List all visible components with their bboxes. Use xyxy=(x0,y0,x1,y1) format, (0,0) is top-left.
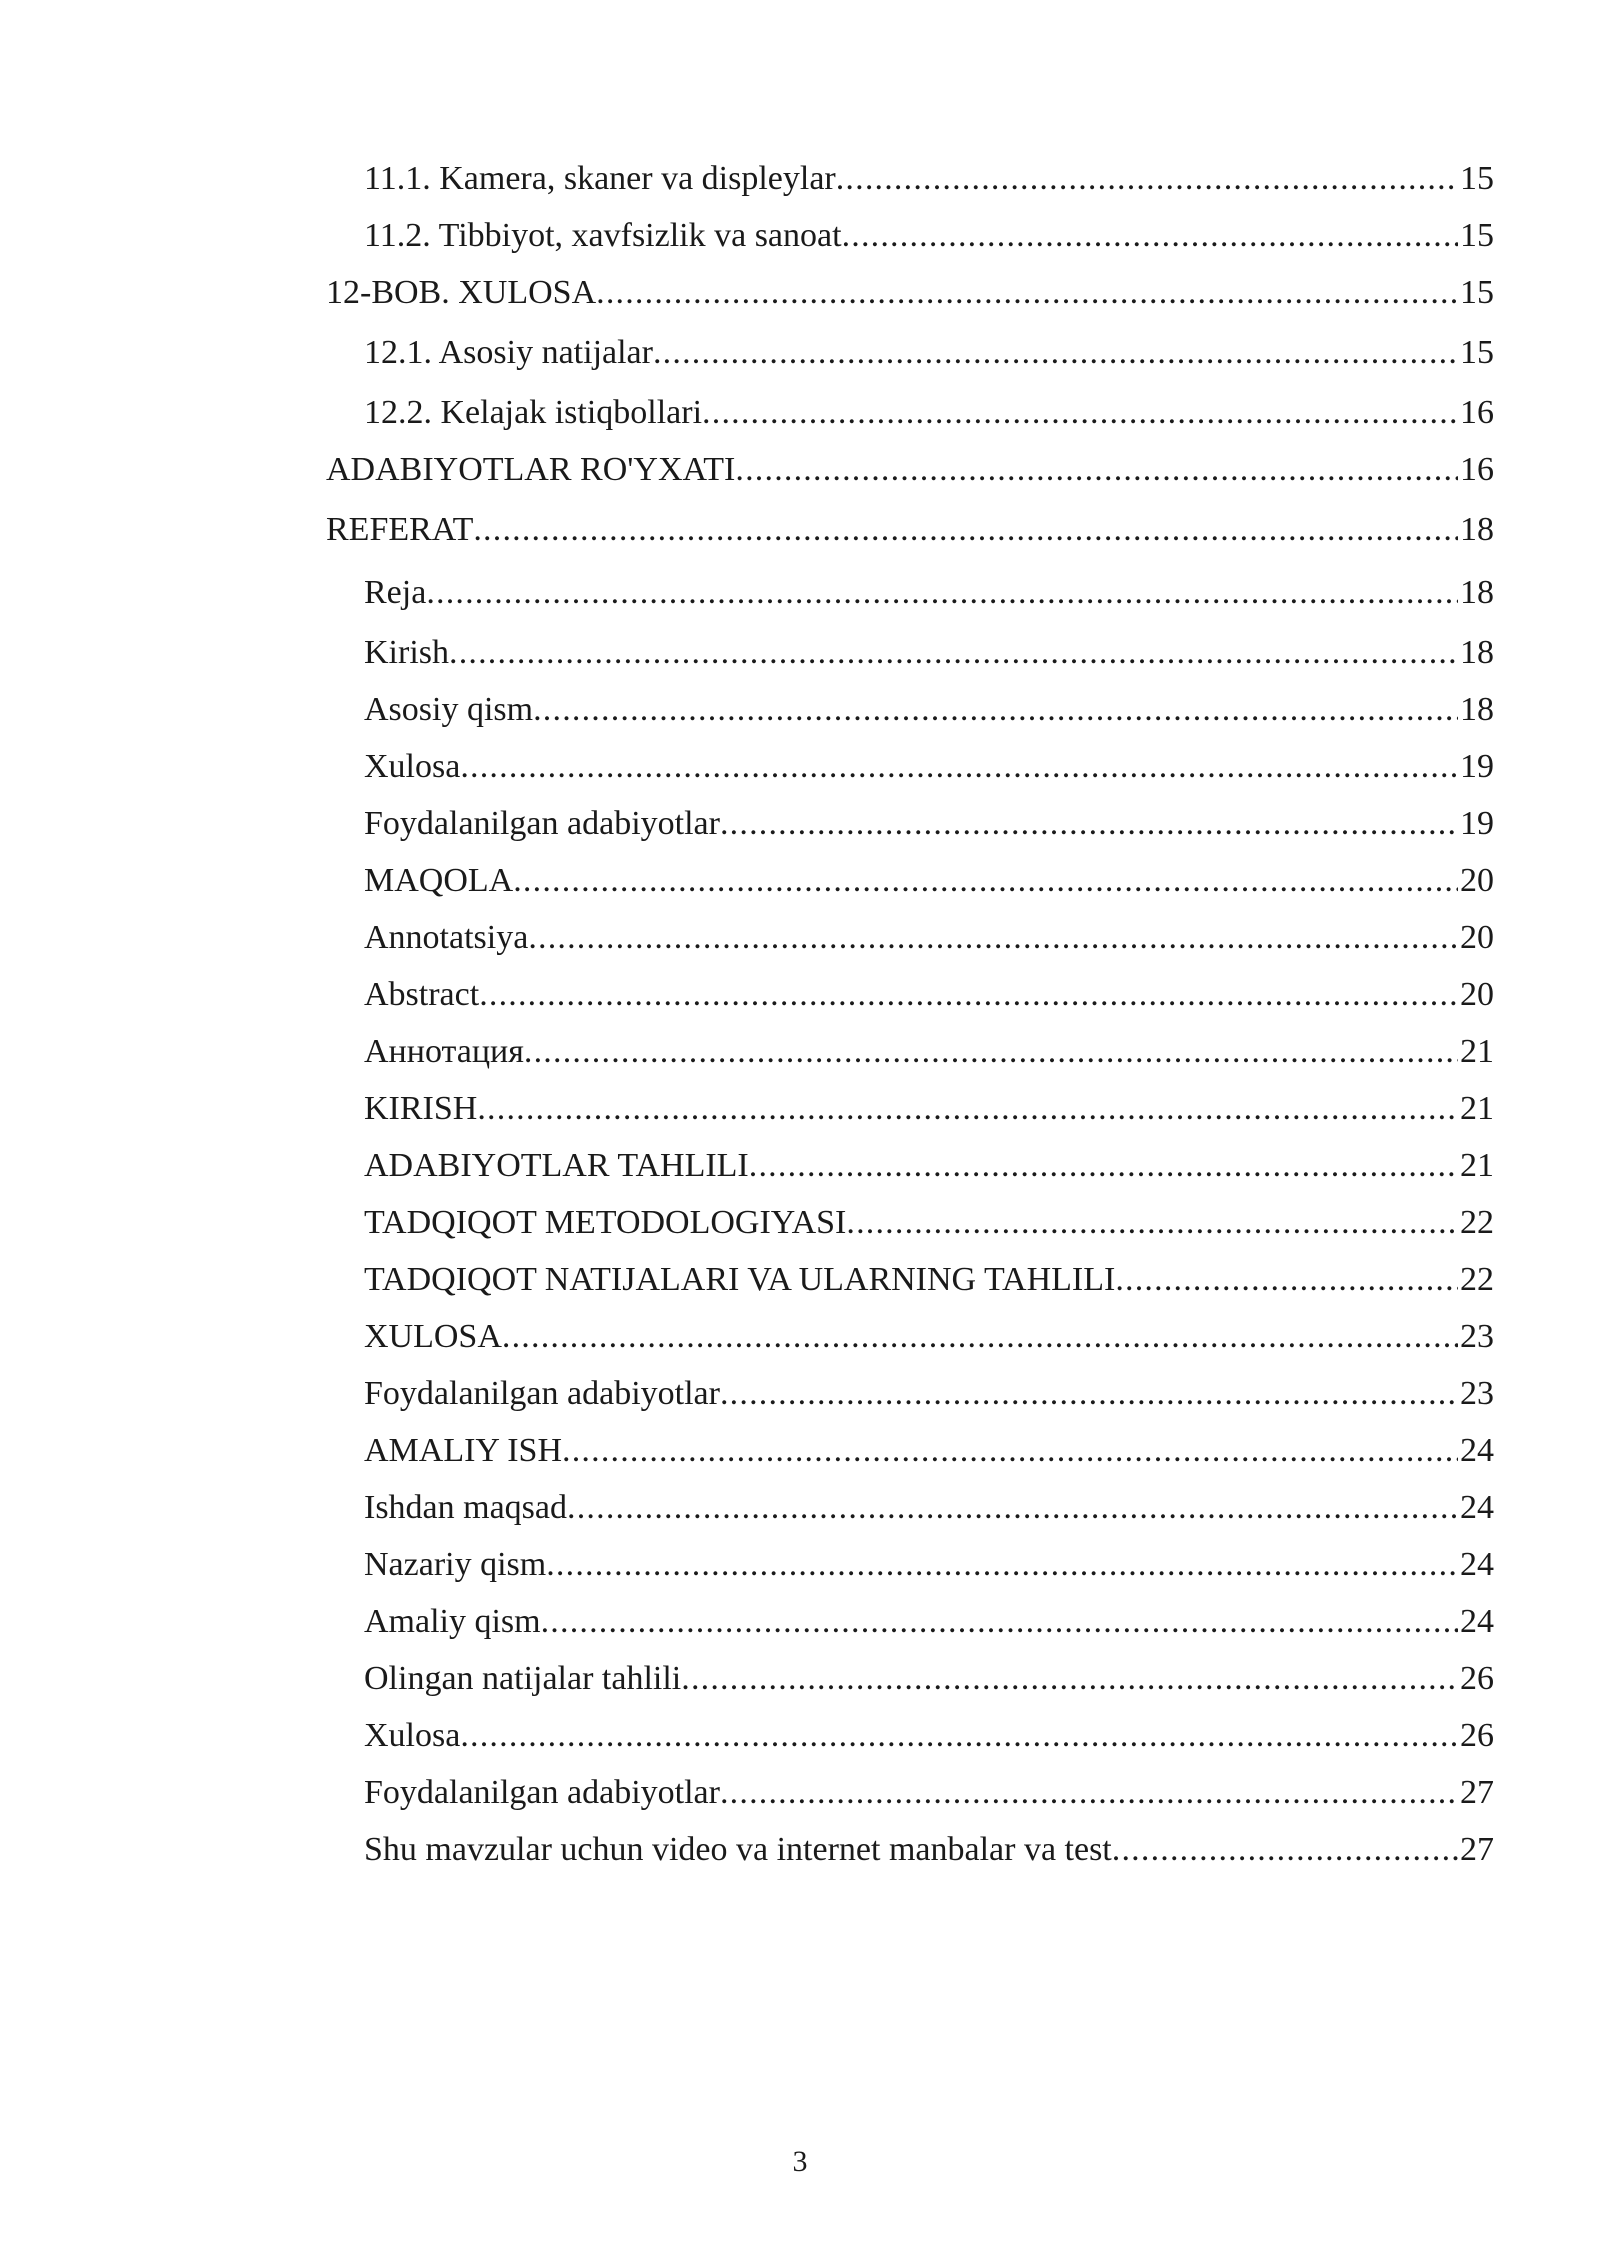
toc-entry-title: XULOSA xyxy=(364,1318,502,1355)
toc-dot-leader xyxy=(720,1365,1458,1422)
toc-dot-leader xyxy=(702,384,1458,441)
toc-dot-leader xyxy=(533,681,1458,738)
toc-entry-page-number: 18 xyxy=(1460,574,1494,611)
toc-entry-page-number: 24 xyxy=(1460,1546,1494,1583)
toc-dot-leader xyxy=(562,1422,1458,1479)
toc-entry-title: Asosiy qism xyxy=(364,691,534,728)
toc-entry-title: Abstract xyxy=(364,976,480,1013)
toc-entry-title: ADABIYOTLAR TAHLILI xyxy=(364,1147,749,1184)
toc-entry[interactable] xyxy=(326,795,1494,852)
page-number-text: 3 xyxy=(792,2145,808,2178)
toc-dot-leader xyxy=(1115,1251,1458,1308)
toc-entry-page-number: 16 xyxy=(1460,451,1494,488)
toc-entry-title: TADQIQOT NATIJALARI VA ULARNING TAHLILI xyxy=(364,1261,1116,1298)
toc-entry[interactable] xyxy=(326,909,1494,966)
toc-dot-leader xyxy=(720,1764,1458,1821)
toc-entry-page-number: 24 xyxy=(1460,1489,1494,1526)
toc-entry-page-number: 27 xyxy=(1460,1774,1494,1811)
toc-entry-page-number: 26 xyxy=(1460,1660,1494,1697)
toc-entry[interactable] xyxy=(326,966,1494,1023)
toc-entry-title: TADQIQOT METODOLOGIYASI xyxy=(364,1204,847,1241)
toc-entry-page-number: 20 xyxy=(1460,919,1494,956)
toc-entry[interactable] xyxy=(326,1137,1494,1194)
toc-entry-page-number: 15 xyxy=(1460,274,1494,311)
toc-entry-title: AMALIY ISH xyxy=(364,1432,563,1469)
toc-dot-leader xyxy=(524,1023,1458,1080)
toc-entry[interactable] xyxy=(326,1650,1494,1707)
toc-entry[interactable] xyxy=(326,1764,1494,1821)
toc-entry-title: Xulosa xyxy=(364,748,461,785)
toc-entry-title: Amaliy qism xyxy=(364,1603,541,1640)
page-number xyxy=(112,2142,1600,2182)
toc-dot-leader xyxy=(479,966,1458,1023)
toc-entry-page-number: 16 xyxy=(1460,394,1494,431)
toc-entry-page-number: 24 xyxy=(1460,1432,1494,1469)
toc-entry[interactable] xyxy=(326,561,1494,624)
toc-entry[interactable] xyxy=(326,441,1494,498)
toc-entry-page-number: 22 xyxy=(1460,1204,1494,1241)
toc-dot-leader xyxy=(842,207,1458,264)
toc-entry[interactable] xyxy=(326,681,1494,738)
toc-entry-title: 12.2. Kelajak istiqbollari xyxy=(364,394,703,431)
toc-entry-title: MAQOLA xyxy=(364,862,514,899)
toc-entry-title: 12.1. Asosiy natijalar xyxy=(364,334,653,371)
toc-entry[interactable] xyxy=(326,150,1494,207)
toc-entry[interactable] xyxy=(326,1707,1494,1764)
toc-entry[interactable] xyxy=(326,1821,1494,1878)
toc-entry-page-number: 22 xyxy=(1460,1261,1494,1298)
toc-entry[interactable] xyxy=(326,498,1494,561)
toc-entry[interactable] xyxy=(326,264,1494,321)
toc-dot-leader xyxy=(460,738,1458,795)
toc-dot-leader xyxy=(567,1479,1458,1536)
toc-entry-title: REFERAT xyxy=(326,511,474,548)
toc-dot-leader xyxy=(836,150,1458,207)
toc-entry-page-number: 24 xyxy=(1460,1603,1494,1640)
toc-dot-leader xyxy=(502,1308,1458,1365)
toc-dot-leader xyxy=(846,1194,1458,1251)
toc-dot-leader xyxy=(449,624,1458,681)
toc-dot-leader xyxy=(749,1137,1458,1194)
toc-entry-title: Reja xyxy=(364,574,427,611)
toc-entry-page-number: 18 xyxy=(1460,634,1494,671)
toc-entry-title: Shu mavzular uchun video va internet manbalar va test xyxy=(364,1831,1112,1868)
toc-entry[interactable] xyxy=(326,1479,1494,1536)
toc-entry-title: KIRISH xyxy=(364,1090,478,1127)
toc-dot-leader xyxy=(720,795,1458,852)
toc-entry[interactable] xyxy=(326,1422,1494,1479)
toc-entry[interactable] xyxy=(326,321,1494,384)
toc-dot-leader xyxy=(460,1707,1458,1764)
toc-entry-page-number: 23 xyxy=(1460,1318,1494,1355)
toc-dot-leader xyxy=(473,498,1458,561)
toc-dot-leader xyxy=(653,321,1458,384)
toc-entry[interactable] xyxy=(326,1080,1494,1137)
toc-entry-title: Annotatsiya xyxy=(364,919,529,956)
toc-entry-page-number: 18 xyxy=(1460,691,1494,728)
toc-entry[interactable] xyxy=(326,852,1494,909)
toc-entry[interactable] xyxy=(326,1365,1494,1422)
toc-entry-title: ADABIYOTLAR RO'YXATI xyxy=(326,451,736,488)
toc-entry-title: Foydalanilgan adabiyotlar xyxy=(364,805,720,842)
toc-dot-leader xyxy=(477,1080,1458,1137)
toc-entry-page-number: 21 xyxy=(1460,1033,1494,1070)
toc-dot-leader xyxy=(596,264,1458,321)
toc-entry-title: 11.2. Tibbiyot, xavfsizlik va sanoat xyxy=(364,217,842,254)
toc-entry[interactable] xyxy=(326,1251,1494,1308)
toc-entry-title: Olingan natijalar tahlili xyxy=(364,1660,682,1697)
toc-entry-page-number: 19 xyxy=(1460,805,1494,842)
toc-entry[interactable] xyxy=(326,207,1494,264)
toc-dot-leader xyxy=(735,441,1458,498)
toc-dot-leader xyxy=(546,1536,1458,1593)
toc-entry-page-number: 15 xyxy=(1460,334,1494,371)
toc-entry[interactable] xyxy=(326,1536,1494,1593)
toc-entry[interactable] xyxy=(326,1308,1494,1365)
toc-entry-page-number: 20 xyxy=(1460,862,1494,899)
toc-entry-title: Ishdan maqsad xyxy=(364,1489,568,1526)
table-of-contents xyxy=(326,150,1494,1878)
toc-entry-page-number: 18 xyxy=(1460,511,1494,548)
toc-dot-leader xyxy=(1112,1821,1458,1878)
toc-entry-page-number: 21 xyxy=(1460,1090,1494,1127)
toc-entry-page-number: 15 xyxy=(1460,160,1494,197)
toc-entry-title: Nazariy qism xyxy=(364,1546,547,1583)
toc-entry[interactable] xyxy=(326,1593,1494,1650)
toc-entry-page-number: 21 xyxy=(1460,1147,1494,1184)
toc-entry-title: Kirish xyxy=(364,634,449,671)
toc-entry[interactable] xyxy=(326,624,1494,681)
toc-entry-page-number: 27 xyxy=(1460,1831,1494,1868)
toc-entry-page-number: 23 xyxy=(1460,1375,1494,1412)
toc-dot-leader xyxy=(426,561,1458,624)
toc-dot-leader xyxy=(528,909,1458,966)
toc-dot-leader xyxy=(513,852,1458,909)
toc-entry[interactable] xyxy=(326,1194,1494,1251)
toc-entry-page-number: 15 xyxy=(1460,217,1494,254)
toc-entry-title: Foydalanilgan adabiyotlar xyxy=(364,1375,720,1412)
toc-entry[interactable] xyxy=(326,1023,1494,1080)
toc-dot-leader xyxy=(541,1593,1458,1650)
toc-entry-title: 11.1. Kamera, skaner va displeylar xyxy=(364,160,836,197)
toc-entry-page-number: 26 xyxy=(1460,1717,1494,1754)
toc-entry-page-number: 20 xyxy=(1460,976,1494,1013)
toc-entry-title: Xulosa xyxy=(364,1717,461,1754)
toc-entry[interactable] xyxy=(326,738,1494,795)
toc-entry[interactable] xyxy=(326,384,1494,441)
toc-entry-title: 12-BOB. XULOSA xyxy=(326,274,597,311)
toc-entry-page-number: 19 xyxy=(1460,748,1494,785)
toc-entry-title: Foydalanilgan adabiyotlar xyxy=(364,1774,720,1811)
toc-dot-leader xyxy=(681,1650,1458,1707)
toc-entry-title: Аннотация xyxy=(364,1033,524,1070)
